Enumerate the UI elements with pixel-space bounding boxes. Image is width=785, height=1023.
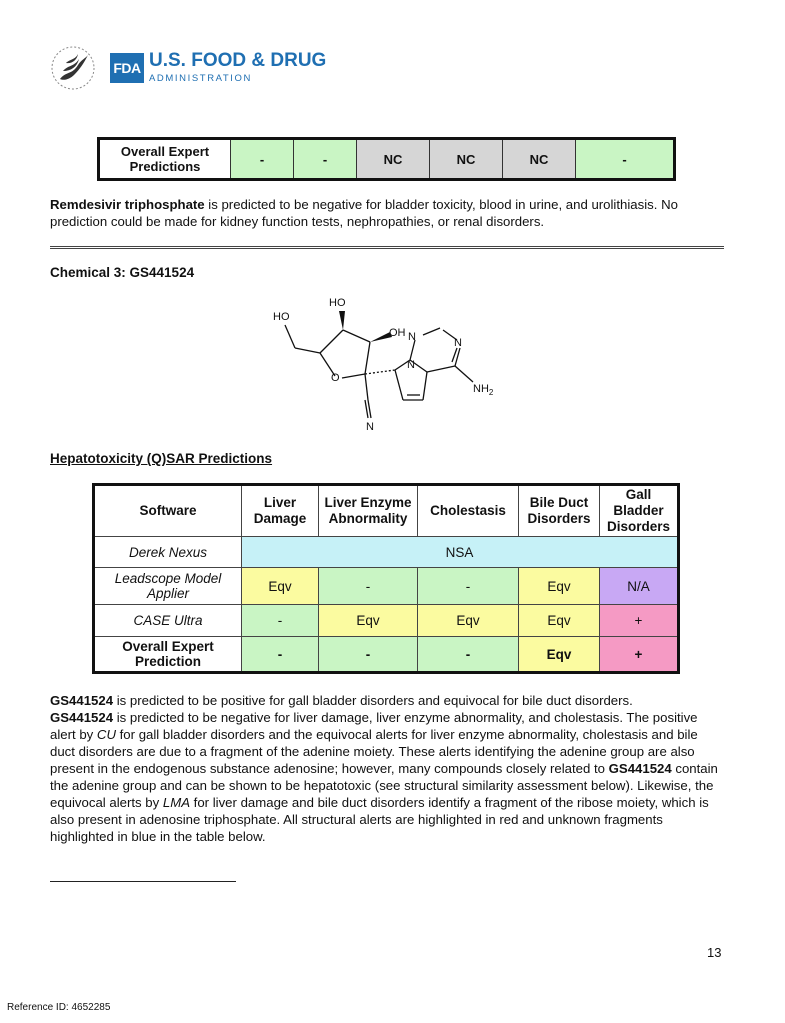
overall-predictions-table xyxy=(97,137,676,181)
header-liver-damage: Liver Damage xyxy=(242,485,319,537)
summary-text: is predicted to be negative for liver damage, liver enzyme abnormality, and cholestasis. The positive alert by xyxy=(50,710,698,742)
table-row xyxy=(94,605,679,637)
remdesivir-bold: Remdesivir triphosphate xyxy=(50,197,205,212)
table1-cell: NC xyxy=(357,139,430,180)
prediction-cell: + xyxy=(600,605,679,637)
chemical-structure-diagram xyxy=(265,290,515,435)
footnote-rule xyxy=(50,881,236,882)
software-name: Overall Expert Prediction xyxy=(94,637,242,673)
compound-name: GS441524 xyxy=(50,710,114,725)
remdesivir-text: is predicted to be negative for bladder toxicity, blood in urine, and urolithiasis. No prediction could be made for kidney function tests, nephropathies, or renal disorders. xyxy=(50,197,678,229)
table-row xyxy=(94,637,679,673)
table1-cell: - xyxy=(576,139,675,180)
section-divider xyxy=(50,246,724,249)
prediction-cell: - xyxy=(242,605,319,637)
header-cholestasis: Cholestasis xyxy=(418,485,519,537)
summary-text: is predicted to be positive for gall bladder disorders and equivocal for bile duct disorders. xyxy=(113,693,633,708)
label-o: O xyxy=(331,372,340,384)
header-software: Software xyxy=(94,485,242,537)
summary-text: contain the adenine group and can be shown to be hepatotoxic (see structural similarity assessment below). Likewise, the equivocal alerts by xyxy=(50,761,718,810)
table1-cell: - xyxy=(294,139,357,180)
software-name: CASE Ultra xyxy=(94,605,242,637)
label-ho-2: HO xyxy=(329,297,346,309)
table-row xyxy=(94,568,679,605)
fda-header xyxy=(50,43,350,93)
prediction-cell: - xyxy=(418,568,519,605)
label-nh2: $NH_2$ xyxy=(473,383,494,397)
label-n-2: N xyxy=(454,337,462,349)
agency-name: U.S. FOOD & DRUG xyxy=(149,50,327,71)
summary-text: for liver damage and bile duct disorders identify a fragment of the ribose moiety, which is also present in adenosine triphosphate. All structural alerts are highlighted in red and unknown fragments highlighted in blue in the table below. xyxy=(50,795,709,844)
label-n-1: N xyxy=(408,331,416,343)
prediction-cell: - xyxy=(418,637,519,673)
prediction-cell: Eqv xyxy=(519,605,600,637)
prediction-cell: Eqv xyxy=(418,605,519,637)
remdesivir-paragraph xyxy=(50,196,730,230)
prediction-cell: Eqv xyxy=(242,568,319,605)
header-bile-duct: Bile Duct Disorders xyxy=(519,485,600,537)
page-number: 13 xyxy=(707,945,722,960)
software-name: Derek Nexus xyxy=(94,537,242,568)
chemical-title: Chemical 3: GS441524 xyxy=(50,265,195,280)
lma-abbrev: LMA xyxy=(162,795,191,810)
table1-cell: NC xyxy=(503,139,576,180)
prediction-cell: - xyxy=(242,637,319,673)
cu-abbrev: CU xyxy=(96,727,116,742)
prediction-cell: Eqv xyxy=(319,605,418,637)
prediction-cell: Eqv xyxy=(519,568,600,605)
hhs-seal-icon xyxy=(50,45,96,91)
hepatotoxicity-table xyxy=(92,483,680,674)
hepatotoxicity-title: Hepatotoxicity (Q)SAR Predictions xyxy=(50,451,273,466)
agency-subtitle: ADMINISTRATION xyxy=(149,73,252,84)
label-oh: OH xyxy=(389,327,406,339)
label-n-3: N xyxy=(407,359,415,371)
prediction-cell: - xyxy=(319,568,418,605)
prediction-cell: Eqv xyxy=(519,637,600,673)
fda-logo-box: FDA xyxy=(110,53,144,83)
table1-cell: NC xyxy=(430,139,503,180)
table-row xyxy=(94,537,679,568)
compound-name: GS441524 xyxy=(608,761,672,776)
prediction-cell: - xyxy=(319,637,418,673)
header-liver-enzyme: Liver Enzyme Abnormality xyxy=(319,485,418,537)
header-gall-bladder: Gall Bladder Disorders xyxy=(600,485,679,537)
compound-name: GS441524 xyxy=(50,693,114,708)
table1-cell: - xyxy=(231,139,294,180)
summary-text: for gall bladder disorders and the equivocal alerts for liver enzyme abnormality, cholestasis and bile duct disorders are due to a fragment of the adenine moiety. These alerts identifying the adenine group are also present in the endogenous substance adenosine; however, many compounds closely related to xyxy=(50,727,698,776)
prediction-cell: + xyxy=(600,637,679,673)
reference-id: Reference ID: 4652285 xyxy=(7,1002,111,1013)
summary-paragraph xyxy=(50,692,726,845)
label-ho-1: HO xyxy=(273,311,290,323)
software-name: Leadscope Model Applier xyxy=(94,568,242,605)
nsa-cell: NSA xyxy=(242,537,679,568)
row-label: Overall Expert Predictions xyxy=(99,139,231,180)
label-nitrile-n: N xyxy=(366,421,374,433)
prediction-cell: N/A xyxy=(600,568,679,605)
